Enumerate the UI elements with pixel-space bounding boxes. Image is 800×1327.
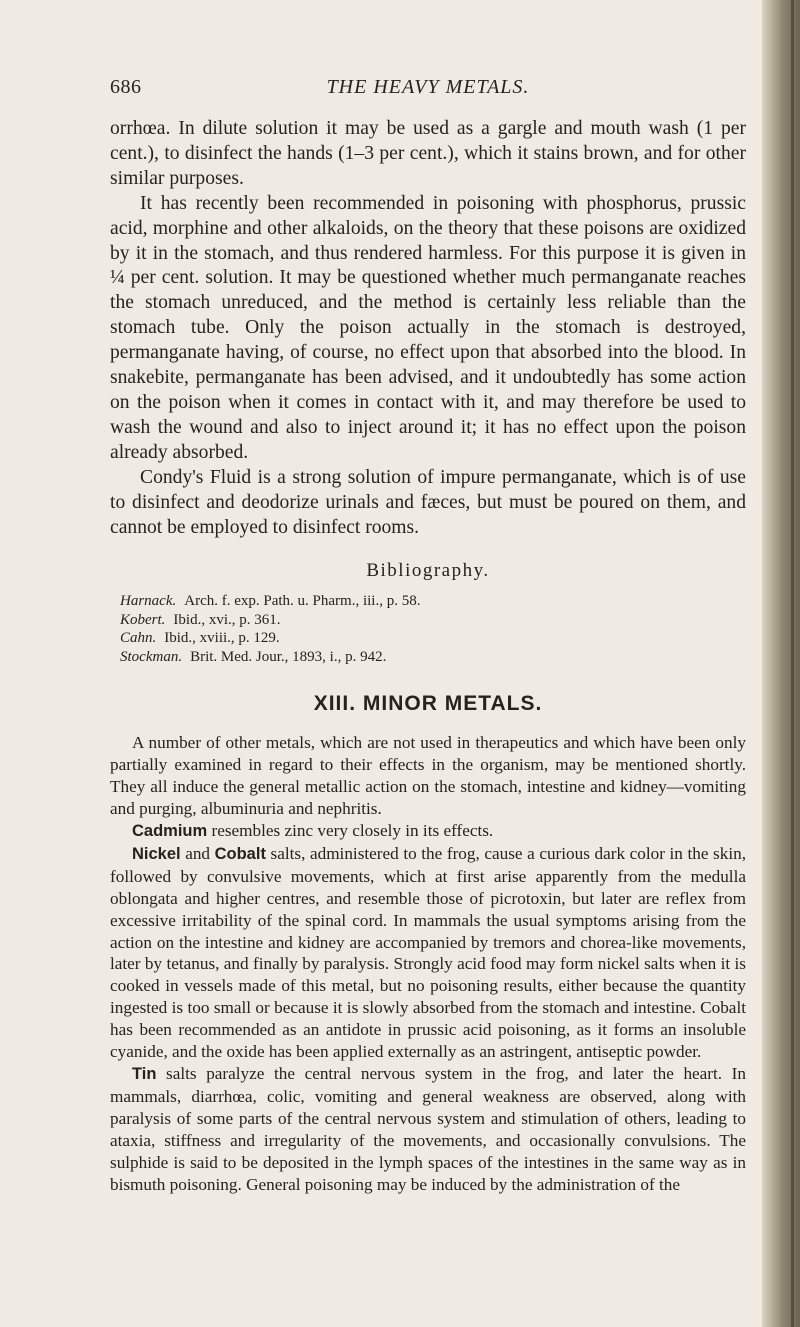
bibliography-author: Cahn. [120, 630, 157, 647]
bibliography-reference: Ibid., xvi., p. 361. [173, 611, 281, 628]
page-body [110, 117, 746, 1195]
paragraph-permanganate-uses: orrhœa. In dilute solution it may be used as a gargle and mouth wash (1 per cent.), to disinfect the hands (1–3 per cent.), which it stains brown, and for other similar purposes. [110, 118, 746, 189]
running-head: THE HEAVY METALS. [326, 76, 530, 98]
paragraph-tin [110, 1063, 746, 1195]
paragraph-poisoning-antidote: It has recently been recommended in poisoning with phosphorus, prussic acid, morphine and other alkaloids, on the theory that these poisons are oxidized by it in the stomach, and thus rendered harmless. For this purpose it is given in ¼ per cent. solution. It may be questioned whether much permanganate reaches the stomach unreduced, and the method is certainly less reliable than the stomach tube. Only the poison actually in the stomach is destroyed, permanganate having, of course, no effect upon that absorbed into the blood. In snakebite, permanganate has been advised, and it undoubtedly has some action on the poison when it comes in contact with it, and may therefore be used to wash the wound and also to inject around it; it has no effect upon the poison already absorbed. [110, 192, 746, 463]
section-heading: XIII. MINOR METALS. [313, 692, 543, 716]
bibliography-reference: Arch. f. exp. Path. u. Pharm., iii., p. 58. [184, 593, 421, 610]
bibliography-entry [110, 629, 746, 648]
bibliography-reference: Brit. Med. Jour., 1893, i., p. 942. [190, 648, 387, 665]
paragraph-nickel-cobalt [110, 843, 746, 1063]
conjunction-and: and [180, 843, 215, 863]
bibliography-reference: Ibid., xviii., p. 129. [164, 630, 280, 647]
paragraph-condys-fluid: Condy's Fluid is a strong solution of impure permanganate, which is of use to disinfect and deodorize urinals and fæces, but must be poured on them, and cannot be employed to disinfect rooms. [110, 466, 746, 538]
bibliography-author: Stockman. [120, 648, 183, 665]
bibliography-entry [110, 592, 746, 611]
paragraph-cadmium [110, 820, 746, 843]
bibliography-author: Kobert. [120, 611, 166, 628]
paragraph-minor-metals-intro: A number of other metals, which are not used in therapeutics and which have been only partially examined in regard to their effects in the organism, may be mentioned shortly. They all induce the general metallic action on the stomach, intestine and kidney—vomiting and purging, albuminuria and nephritis. [110, 733, 746, 819]
book-binding-strip [791, 0, 794, 1327]
page-header [110, 76, 746, 102]
term-tin: Tin [132, 1065, 157, 1083]
tin-text: salts paralyze the central nervous system in the frog, and later the heart. In mammals, diarrhœa, colic, vomiting and general weakness are observed, along with paralysis of some parts of the central nervous system and stimulation of others, leading to ataxia, stiffness and irregularity of the movements, and occasionally convulsions. The sulphide is said to be deposited in the lymph spaces of the intestines in the same way as in bismuth poisoning. General poisoning may be induced by the administration of the [110, 1064, 746, 1194]
book-gutter-edge [762, 0, 800, 1327]
bibliography-entry [110, 611, 746, 630]
term-nickel: Nickel [132, 844, 181, 863]
term-cadmium: Cadmium [132, 822, 208, 841]
bibliography-entry [110, 648, 746, 667]
page-number: 686 [110, 76, 142, 98]
bibliography-heading: Bibliography. [366, 560, 490, 582]
term-cobalt: Cobalt [214, 844, 266, 863]
nickel-cobalt-text: salts, administered to the frog, cause a curious dark color in the skin, followed by convulsive movements, which at first arise apparently from the medulla oblongata and higher centres, and resemble those of picrotoxin, but later are reflex from excessive irritability of the spinal cord. In mammals the usual symptoms arising from the action on the intestine and kidney are accompanied by tremors and chorea-like movements, later by tetanus, and finally by paralysis. Strongly acid food may form nickel salts when it is cooked in vessels made of this metal, but no poisoning results, either because the quantity ingested is too small or because it is slowly absorbed from the stomach and intestine. Cobalt has been recommended as an antidote in prussic acid poisoning, as it forms an insoluble cyanide, and the oxide has been applied externally as an astringent, antiseptic powder. [110, 843, 746, 1062]
cadmium-text: resembles zinc very closely in its effects. [207, 821, 494, 841]
bibliography-author: Harnack. [120, 593, 177, 610]
